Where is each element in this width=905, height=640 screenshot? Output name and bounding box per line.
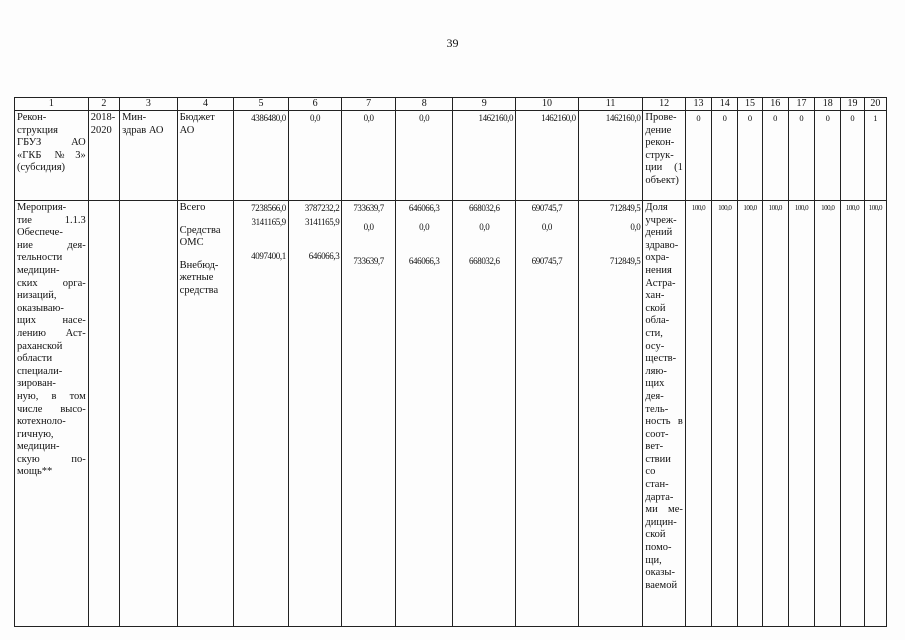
value-cell	[342, 201, 396, 627]
text-line: Обеспече-	[17, 227, 63, 239]
text-line: ние дея-	[17, 239, 86, 251]
value-cell	[516, 201, 579, 627]
text-line: Мин-	[122, 112, 147, 123]
amount: 0,0	[630, 221, 641, 232]
amount: 690745,7	[531, 203, 563, 213]
text-line: оказы-	[645, 567, 675, 579]
indicator-cell: 100,0	[738, 201, 762, 627]
text-line: дарта-	[645, 491, 674, 503]
amount: 3787232,2	[304, 203, 340, 213]
text-line: дея-	[645, 390, 664, 402]
column-header: 6	[288, 98, 342, 111]
text-line: ской	[645, 529, 666, 541]
column-header: 20	[864, 98, 886, 111]
column-header: 5	[234, 98, 289, 111]
text-line: Доля	[645, 202, 668, 213]
executor-cell	[120, 111, 178, 201]
indicator-cell: 100,0	[762, 201, 788, 627]
column-header: 3	[120, 98, 178, 111]
page-number: 39	[446, 36, 459, 50]
indicator-cell: 0	[841, 111, 864, 201]
column-header: 4	[177, 98, 234, 111]
text-line: раханской	[17, 340, 63, 352]
amount: 0,0	[479, 221, 490, 232]
text-line: щих	[645, 378, 665, 390]
indicator-cell: 100,0	[864, 201, 886, 627]
header-row	[15, 98, 887, 111]
amount: 712849,5	[609, 203, 641, 213]
text-line: струк-	[645, 149, 674, 161]
text-line: низаций,	[17, 290, 57, 302]
column-header: 10	[516, 98, 579, 111]
text-line: области	[17, 353, 53, 365]
text-line: учреж-	[645, 214, 677, 226]
column-header: 12	[643, 98, 685, 111]
text-line: соот-	[645, 428, 669, 440]
amount: 646066,3	[408, 256, 440, 267]
table-row	[15, 201, 887, 627]
text-line: стан-	[645, 479, 669, 491]
text-line: «ГКБ №3»	[17, 149, 86, 161]
value-cell: 0,0	[342, 111, 396, 201]
text-line: здрав АО	[122, 124, 164, 136]
source-cell	[177, 201, 234, 627]
value-cell	[288, 201, 342, 627]
column-header: 1	[15, 98, 89, 111]
text-line: оказываю-	[17, 302, 64, 314]
indicator-cell: 0	[685, 111, 711, 201]
result-cell	[643, 111, 685, 201]
text-line: Внебюд-	[179, 259, 219, 271]
column-header: 9	[453, 98, 516, 111]
text-line: обла-	[645, 315, 670, 327]
text-line: нения	[645, 264, 672, 276]
executor-cell	[120, 201, 178, 627]
column-header: 15	[738, 98, 762, 111]
text-line: Астра-	[645, 277, 676, 289]
column-header: 14	[712, 98, 738, 111]
text-line: ляю-	[645, 365, 667, 377]
text-line: Всего	[179, 202, 206, 213]
text-line: дицин-	[645, 516, 677, 528]
amount: 668032,6	[469, 203, 500, 213]
text-line: медицин-	[17, 264, 60, 276]
text-line: тель-	[645, 403, 669, 415]
text-line: мощь**	[17, 466, 53, 478]
amount: 690745,7	[531, 256, 563, 267]
text-line: щи,	[645, 554, 662, 566]
value-cell	[578, 201, 643, 627]
text-line: лению Аст-	[17, 327, 86, 339]
text-line: ществ-	[645, 353, 677, 365]
indicator-cell: 0	[815, 111, 841, 201]
text-line: струкция	[17, 124, 58, 136]
text-line: ность в	[645, 416, 683, 428]
measure-name-cell	[15, 111, 89, 201]
period-cell	[88, 111, 119, 201]
value-cell: 0,0	[395, 111, 453, 201]
table-row	[15, 111, 887, 201]
text-line: со	[645, 466, 656, 478]
text-line: ми ме-	[645, 504, 683, 516]
indicator-cell: 100,0	[788, 201, 814, 627]
amount: 646066,3	[408, 203, 440, 213]
text-line: ских орга-	[17, 277, 86, 289]
column-header: 8	[395, 98, 453, 111]
value-cell	[453, 201, 516, 627]
column-header: 18	[815, 98, 841, 111]
value-cell: 0,0	[288, 111, 342, 201]
text-line: тие 1.1.3	[17, 214, 86, 226]
text-line: щих насе-	[17, 315, 86, 327]
indicator-cell: 100,0	[712, 201, 738, 627]
indicator-cell: 100,0	[685, 201, 711, 627]
column-header: 19	[841, 98, 864, 111]
text-line: хан-	[645, 290, 665, 302]
column-header: 2	[88, 98, 119, 111]
text-line: жетные	[179, 272, 214, 284]
value-cell: 1462160,0	[516, 111, 579, 201]
amount: 3141165,9	[251, 216, 286, 227]
indicator-name-cell	[643, 201, 685, 627]
source-label	[180, 260, 232, 298]
text-line: Мероприя-	[17, 202, 67, 213]
column-header: 16	[762, 98, 788, 111]
text-line: охра-	[645, 252, 670, 264]
indicator-cell: 100,0	[841, 201, 864, 627]
column-header: 7	[342, 98, 396, 111]
indicator-cell: 0	[738, 111, 762, 201]
indicator-cell: 0	[762, 111, 788, 201]
value-cell	[395, 201, 453, 627]
text-line: ской	[645, 302, 666, 314]
value-cell: 4386480,0	[234, 111, 289, 201]
amount: 0,0	[541, 221, 552, 232]
text-line: скую по-	[17, 453, 86, 465]
text-line: рекон-	[645, 137, 675, 149]
indicator-cell: 1	[864, 111, 886, 201]
amount: 646066,3	[308, 251, 340, 262]
text-line: Бюджет	[179, 112, 215, 123]
text-line: 2020	[90, 124, 112, 136]
amount: 733639,7	[353, 256, 384, 267]
indicator-cell: 0	[712, 111, 738, 201]
text-line: АО	[179, 124, 195, 136]
amount: 668032,6	[469, 256, 500, 267]
text-line: Рекон-	[17, 112, 47, 123]
text-line: ную, в том	[17, 390, 86, 402]
amount: 712849,5	[609, 256, 641, 267]
column-header: 17	[788, 98, 814, 111]
amount: 7238566,0	[251, 203, 286, 213]
text-line: Средства	[179, 224, 221, 236]
text-line: дение	[645, 124, 672, 136]
value-cell	[234, 201, 289, 627]
text-line: здраво-	[645, 239, 679, 251]
text-line: числе высо-	[17, 403, 86, 415]
text-line: дений	[645, 227, 673, 239]
amount: 4097400,1	[251, 251, 286, 262]
text-line: ваемой	[645, 579, 678, 591]
indicator-cell: 100,0	[815, 201, 841, 627]
column-header: 11	[578, 98, 643, 111]
text-line: помо-	[645, 542, 672, 554]
text-line: 2018-	[90, 112, 116, 123]
text-line: тельности	[17, 252, 63, 264]
amount: 0,0	[419, 221, 430, 232]
column-header: 13	[685, 98, 711, 111]
amount: 733639,7	[353, 203, 384, 213]
text-line: зирован-	[17, 378, 56, 390]
text-line: котехноло-	[17, 416, 66, 428]
text-line: вет-	[645, 441, 664, 453]
source-label	[180, 225, 232, 250]
period-cell	[88, 201, 119, 627]
text-line: ОМС	[179, 237, 204, 249]
text-line: Прове-	[645, 112, 677, 123]
amount: 0,0	[363, 221, 374, 232]
measure-name-cell	[15, 201, 89, 627]
source-cell	[177, 111, 234, 201]
text-line: гичную,	[17, 428, 54, 440]
amount: 3141165,9	[305, 216, 340, 227]
text-line: (субсидия)	[17, 162, 66, 174]
program-table	[14, 97, 887, 627]
text-line: осу-	[645, 340, 665, 352]
text-line: ГБУЗ АО	[17, 137, 86, 149]
text-line: медицин-	[17, 441, 60, 453]
text-line: средства	[179, 284, 219, 296]
value-cell: 1462160,0	[453, 111, 516, 201]
text-line: ствии	[645, 453, 671, 465]
text-line: специали-	[17, 365, 63, 377]
source-label	[180, 202, 232, 215]
text-line: сти,	[645, 327, 663, 339]
value-cell: 1462160,0	[578, 111, 643, 201]
indicator-cell: 0	[788, 111, 814, 201]
text-line: ции (1	[645, 162, 683, 174]
text-line: объект)	[645, 174, 679, 186]
